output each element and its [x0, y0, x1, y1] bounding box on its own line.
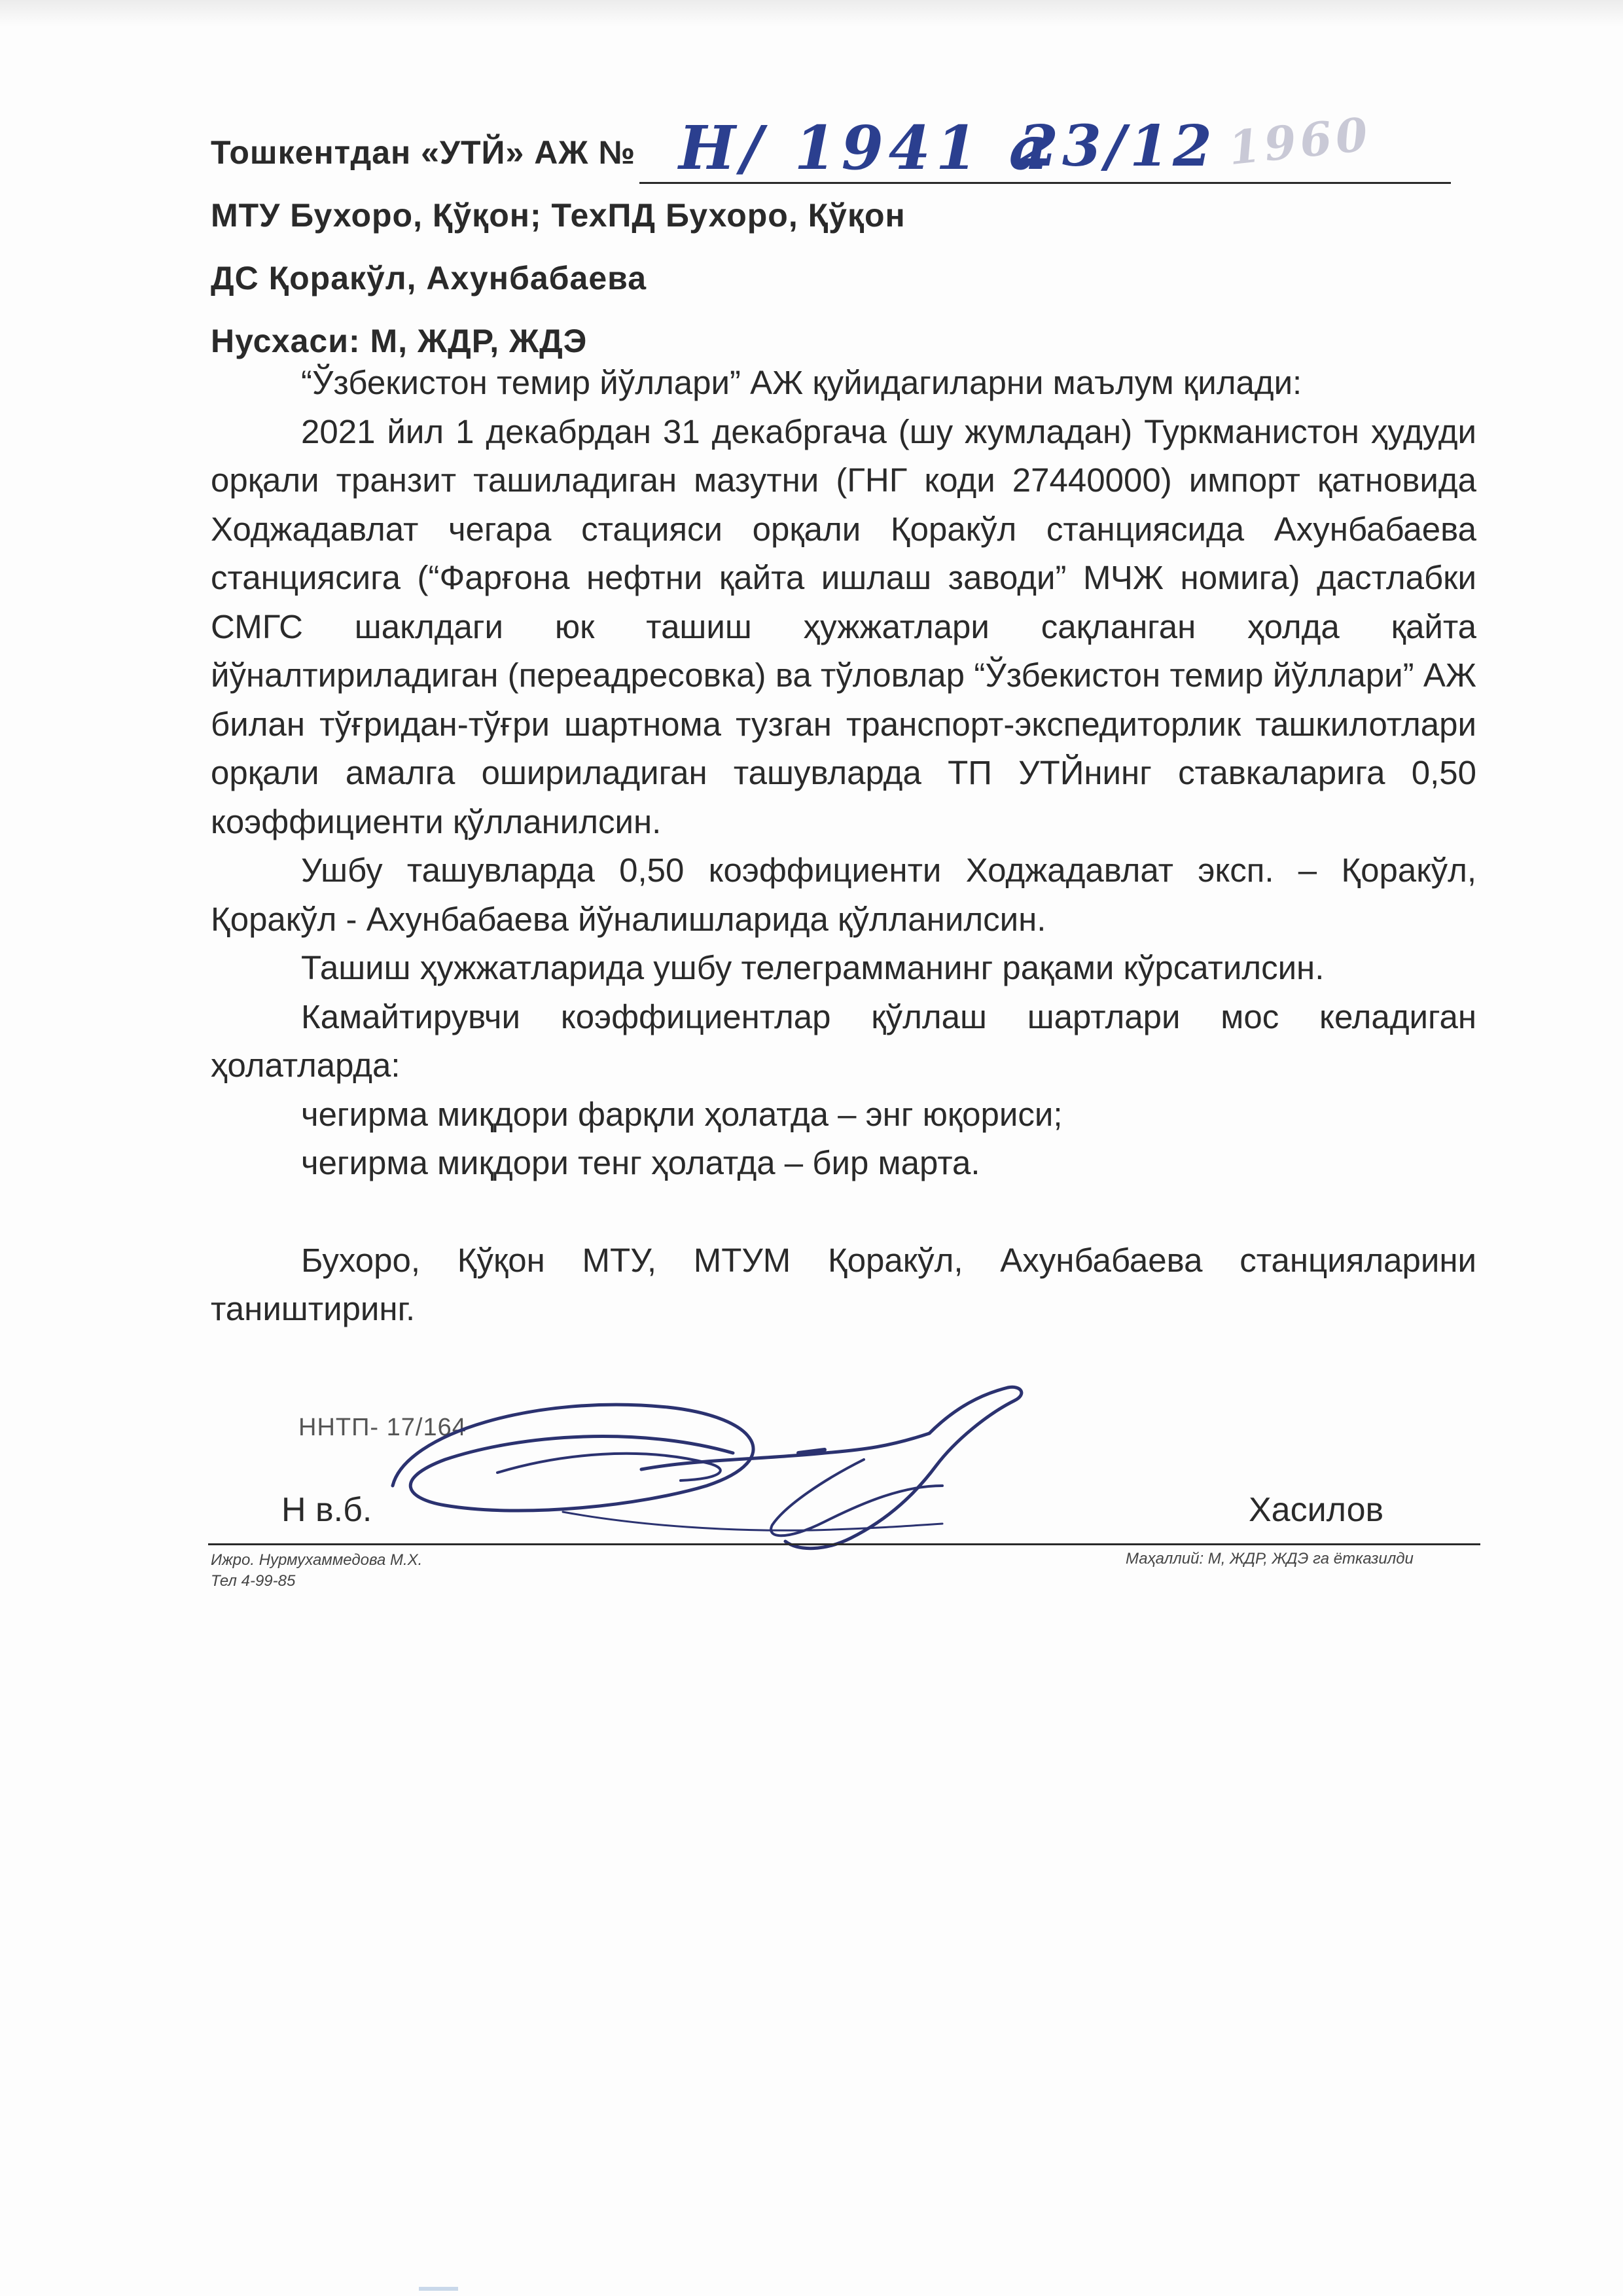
paragraph-intro: “Ўзбекистон темир йўллари” АЖ қуйидагиларни маълум қилади:	[301, 364, 1302, 401]
paragraph-condition-1: чегирма миқдори фарқли ҳолатда – энг юқориси;	[301, 1095, 1063, 1133]
distribution-note: Маҳаллий: М, ЖДР, ЖДЭ га ётказилди	[1126, 1550, 1414, 1568]
executor-name: Ижро. Нурмухаммедова М.Х.	[211, 1551, 423, 1569]
signatory-position: Н в.б.	[281, 1491, 372, 1529]
executor-phone: Тел 4-99-85	[211, 1572, 296, 1590]
telegram-header	[211, 106, 1493, 372]
scan-shadow	[0, 0, 1623, 26]
paragraph-routes: Ушбу ташувларда 0,50 коэффициенти Ходжадавлат эксп. – Қоракўл, Қоракўл - Ахунбабаева йўналишларида қўлланилсин.	[211, 852, 1476, 938]
registration-number: ННТП- 17/164	[298, 1414, 467, 1441]
footer-divider	[208, 1543, 1480, 1545]
paragraph-conditions: Камайтирувчи коэффициентлар қўллаш шартлари мос келадиган ҳолатларда:	[211, 997, 1476, 1084]
handwritten-faint-note: 1960	[1226, 106, 1374, 176]
executor-info	[211, 1550, 422, 1592]
header-line-sender	[211, 106, 1493, 184]
paragraph-documents: Ташиш ҳужжатларида ушбу телеграмманинг рақами кўрсатилсин.	[301, 949, 1325, 986]
paragraph-main: 2021 йил 1 декабрдан 31 декабргача (шу жумладан) Туркманистон ҳудуди орқали транзит ташиладиган мазутни (ГНГ коди 27440000) импорт қатновида Ходжадавлат чегара стацияси орқали Қоракўл станциясида Ахунбабаева станциясига (“Фарғона нефтни қайта ишлаш заводи” МЧЖ номига) дастлабки СМГС шаклдаги юк ташиш ҳужжатлари сақланган ҳолда қайта йўналтириладиган (переадресовка) ва тўловлар “Ўзбекистон темир йўллари” АЖ билан тўғридан-тўғри шартнома тузган транспорт-экспедиторлик ташкилотлари орқали амалга ошириладиган ташувларда ТП УТЙнинг ставкаларига 0,50 коэффициенти қўлланилсин.	[211, 412, 1476, 840]
handwritten-date: 23/12	[1019, 113, 1216, 179]
telegram-body	[211, 359, 1476, 1334]
header-line-stations: ДС Қоракўл, Ахунбабаева	[211, 260, 647, 296]
paragraph-spacer	[211, 1188, 1476, 1236]
header-line-recipients: МТУ Бухоро, Қўқон; ТехПД Бухоро, Қўқон	[211, 197, 906, 234]
handwritten-number: Н/ 1941 а	[679, 113, 1054, 183]
telegram-number-field	[639, 106, 1451, 184]
paragraph-instruction: Бухоро, Қўқон МТУ, МТУМ Қоракўл, Ахунбабаева станцияларини таништиринг.	[211, 1241, 1476, 1327]
header-line-copies: Нусхаси: М, ЖДР, ЖДЭ	[211, 323, 588, 359]
scan-artifact	[419, 2287, 458, 2291]
sender-label: Тошкентдан «УТЙ» АЖ №	[211, 134, 636, 171]
signatory-name: Хасилов	[1249, 1491, 1384, 1529]
handwritten-signature	[366, 1355, 1099, 1564]
paragraph-condition-2: чегирма миқдори тенг ҳолатда – бир марта.	[301, 1144, 980, 1181]
